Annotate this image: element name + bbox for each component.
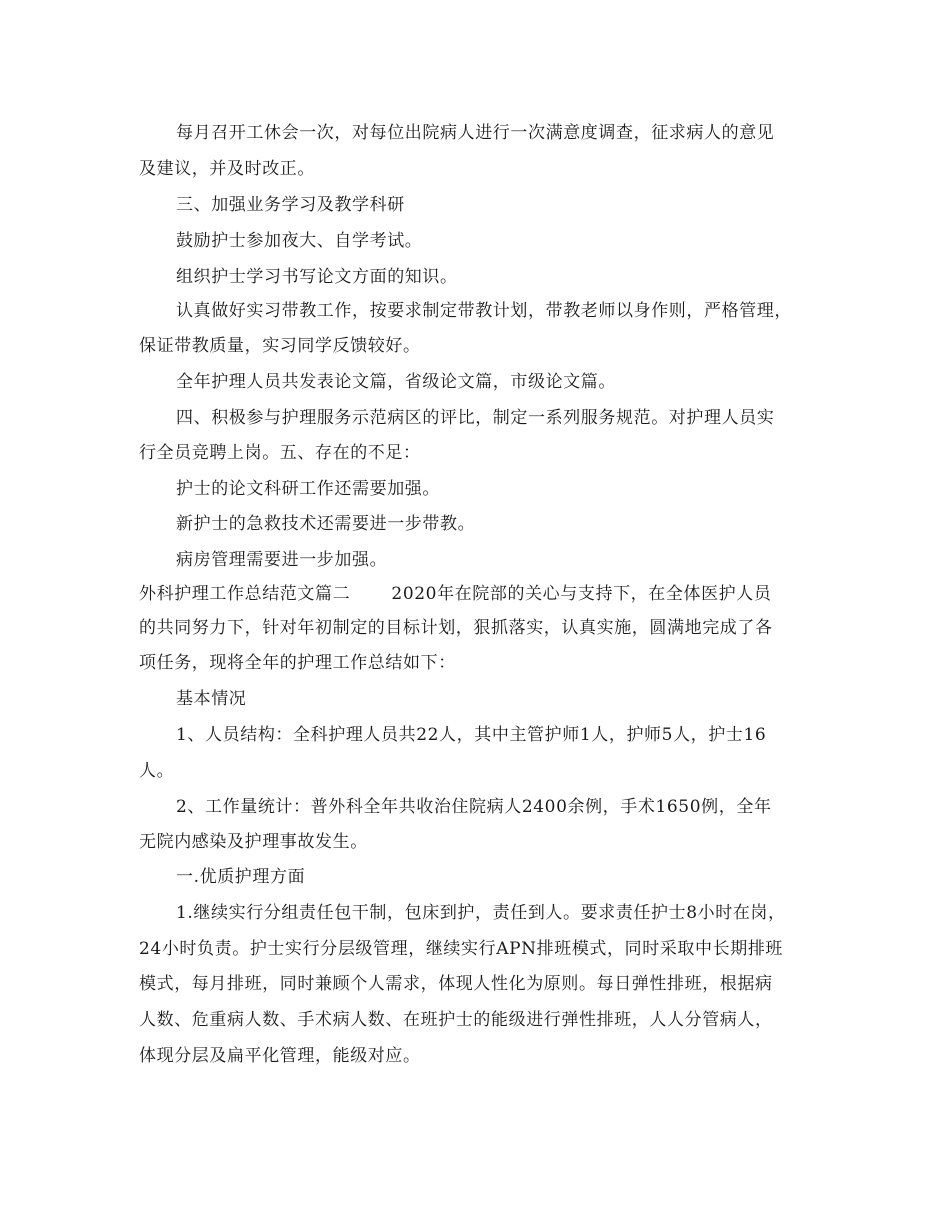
text-line: 2、工作量统计：普外科全年共收治住院病人2400余例，手术1650例，全年 — [176, 797, 772, 817]
text-line: 每月召开工休会一次，对每位出院病人进行一次满意度调查，征求病人的意见 — [176, 123, 775, 143]
text-line: 新护士的急救技术还需要进一步带教。 — [176, 514, 476, 534]
section-heading: 一.优质护理方面 — [176, 867, 306, 887]
text-line: 保证带教质量，实习同学反馈较好。 — [139, 336, 421, 356]
text-line: 体现分层及扁平化管理，能级对应。 — [139, 1046, 421, 1066]
section-heading: 四、积极参与护理服务示范病区的评比，制定一系列服务规范。对护理人员实 — [176, 408, 775, 428]
article-title-line: 外科护理工作总结范文篇二 2020年在院部的关心与支持下，在全体医护人员 — [139, 584, 772, 604]
text-line: 1、人员结构：全科护理人员共22人，其中主管护师1人，护师5人，护士16 — [176, 725, 767, 745]
text-line: 全年护理人员共发表论文篇，省级论文篇，市级论文篇。 — [176, 372, 616, 392]
text-line: 无院内感染及护理事故发生。 — [139, 832, 368, 852]
text-line: 1.继续实行分组责任包干制，包床到护，责任到人。要求责任护士8小时在岗， — [176, 903, 786, 923]
text-line: 24小时负责。护士实行分层级管理，继续实行APN排班模式，同时采取中长期排班 — [139, 939, 784, 959]
text-line: 及建议，并及时改正。 — [139, 159, 315, 179]
text-line: 病房管理需要进一步加强。 — [176, 550, 388, 570]
text-line: 认真做好实习带教工作，按要求制定带教计划，带教老师以身作则，严格管理， — [176, 301, 792, 321]
section-heading: 三、加强业务学习及教学科研 — [176, 195, 405, 215]
text-line: 模式，每月排班，同时兼顾个人需求，体现人性化为原则。每日弹性排班，根据病 — [139, 974, 773, 994]
text-line: 行全员竞聘上岗。五、存在的不足： — [139, 443, 421, 463]
text-line: 鼓励护士参加夜大、自学考试。 — [176, 231, 423, 251]
text-line: 人。 — [139, 761, 175, 781]
section-heading: 基本情况 — [176, 689, 247, 709]
text-line: 项任务，现将全年的护理工作总结如下： — [139, 653, 456, 673]
text-line: 组织护士学习书写论文方面的知识。 — [176, 267, 458, 287]
text-line: 护士的论文科研工作还需要加强。 — [176, 479, 440, 499]
text-line: 人数、危重病人数、手术病人数、在班护士的能级进行弹性排班，人人分管病人， — [139, 1010, 773, 1030]
text-line: 的共同努力下，针对年初制定的目标计划，狠抓落实，认真实施，圆满地完成了各 — [139, 618, 773, 638]
